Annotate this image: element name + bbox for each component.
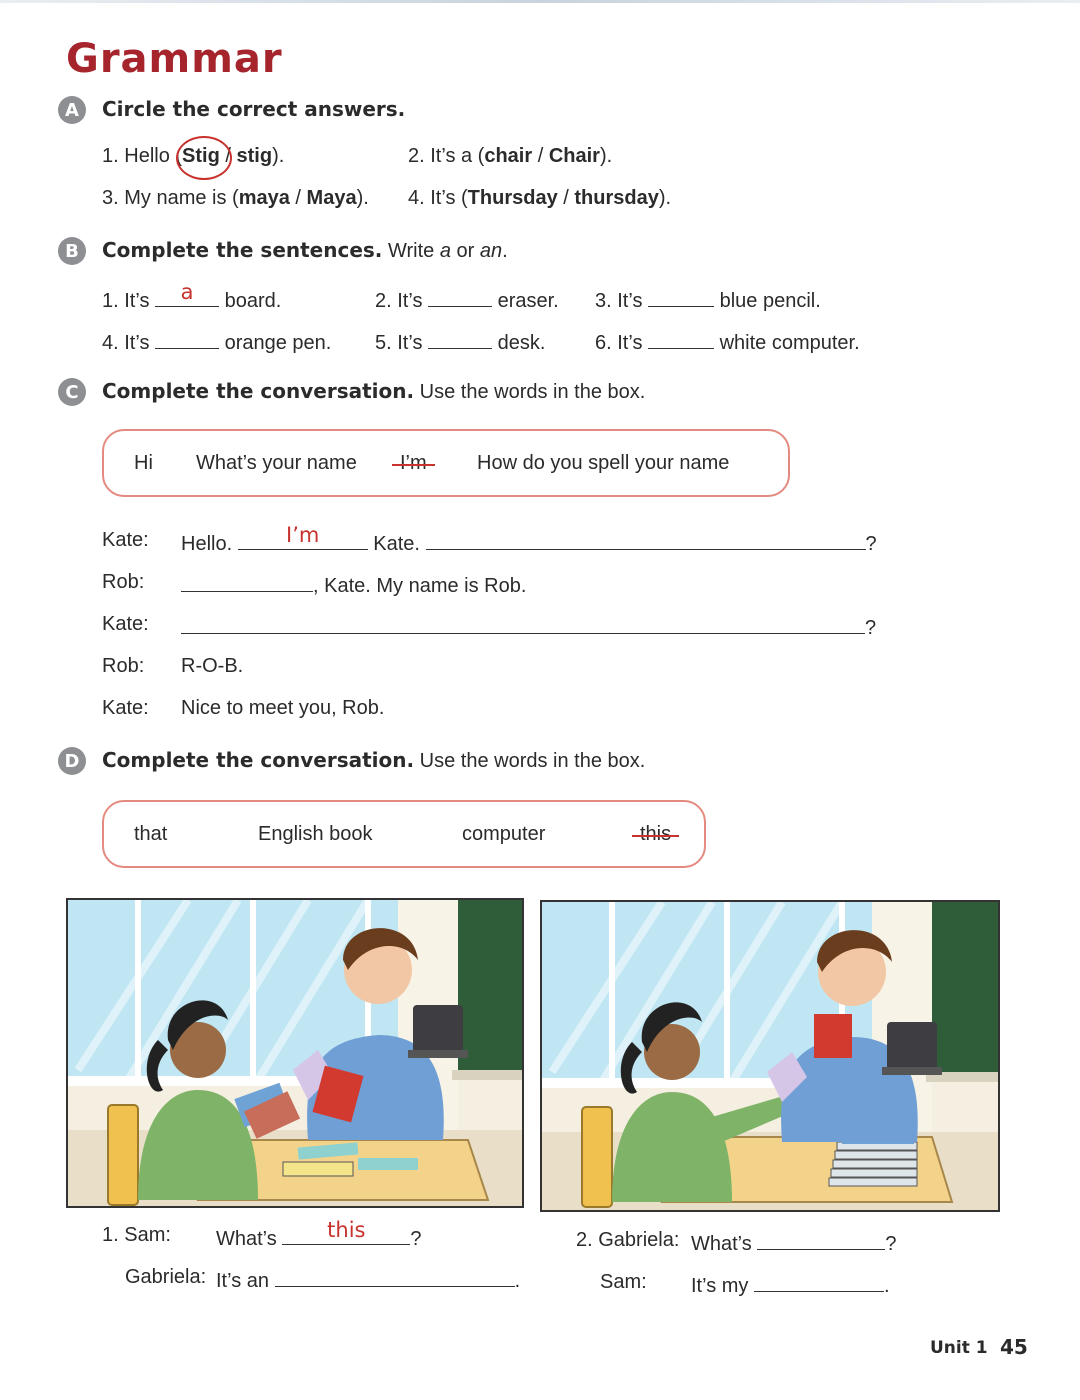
box-word-im-crossed: I’m	[400, 452, 427, 474]
speaker-label: Rob:	[102, 571, 145, 593]
d-q1-num-speaker: 1. Sam:	[102, 1224, 171, 1246]
speaker-label: Kate:	[102, 613, 149, 635]
box-word-hi: Hi	[134, 452, 153, 474]
answer-blank[interactable]	[181, 613, 865, 634]
top-rule	[0, 0, 1080, 3]
answer-blank[interactable]	[155, 328, 219, 349]
answer-blank[interactable]: I’m	[238, 529, 368, 550]
answer-circle	[176, 136, 232, 180]
section-a-item-1: 1. Hello (Stig / stig).	[102, 145, 285, 167]
section-b-item-6: 6. It’s white computer.	[595, 328, 860, 355]
section-b-item-4: 4. It’s orange pen.	[102, 328, 331, 355]
answer-blank[interactable]	[428, 328, 492, 349]
section-b-item-2: 2. It’s eraser.	[375, 286, 559, 313]
d-q1-speaker-2: Gabriela:	[125, 1266, 207, 1288]
word-box-c	[102, 429, 790, 497]
section-b-item-5: 5. It’s desk.	[375, 328, 545, 355]
d-q2-line-1: What’s ?	[691, 1229, 896, 1256]
box-word-computer: computer	[462, 823, 546, 845]
section-a-item-2: 2. It’s a (chair / Chair).	[408, 145, 613, 167]
dialogue-line-1: Hello. I’m Kate. ?	[181, 523, 877, 555]
d-q2-num-speaker: 2. Gabriela:	[576, 1229, 680, 1251]
section-a-badge: A	[58, 96, 86, 124]
section-d-badge: D	[58, 747, 86, 775]
speaker-label: Rob:	[102, 655, 145, 677]
option-chair-upper[interactable]: Chair	[548, 145, 600, 167]
option-thursday-upper[interactable]: Thursday	[467, 187, 558, 209]
d-q1-line-2: It’s an .	[216, 1266, 520, 1293]
section-c-instruction: Complete the conversation. Use the words in the box.	[102, 379, 646, 403]
box-word-how-do-you-spell: How do you spell your name	[477, 452, 730, 474]
answer-blank[interactable]	[426, 529, 866, 550]
answer-blank[interactable]	[648, 286, 714, 307]
speaker-label: Kate:	[102, 697, 149, 719]
dialogue-line-5: Nice to meet you, Rob.	[181, 697, 385, 719]
option-maya-lower[interactable]: maya	[238, 187, 290, 209]
page-title: Grammar	[66, 36, 283, 82]
section-b-item-3: 3. It’s blue pencil.	[595, 286, 821, 313]
answer-blank[interactable]	[275, 1266, 515, 1287]
section-b-item-1: 1. It’s a board.	[102, 280, 282, 312]
section-c-badge: C	[58, 378, 86, 406]
classroom-illustration-2	[540, 900, 1000, 1212]
answer-blank[interactable]	[181, 571, 313, 592]
answer-blank[interactable]	[754, 1271, 884, 1292]
d-q2-speaker-2: Sam:	[600, 1271, 647, 1293]
d-q1-line-1: What’s this ?	[216, 1218, 422, 1250]
section-a-item-3: 3. My name is (maya / Maya).	[102, 187, 369, 209]
section-a-instruction: Circle the correct answers.	[102, 97, 406, 121]
option-maya-upper[interactable]: Maya	[306, 187, 357, 209]
d-q2-line-2: It’s my .	[691, 1271, 890, 1298]
answer-blank[interactable]: this	[282, 1224, 410, 1245]
box-word-this-crossed: this	[640, 823, 672, 845]
option-chair-lower[interactable]: chair	[484, 145, 533, 167]
speaker-label: Kate:	[102, 529, 149, 551]
answer-blank[interactable]: a	[155, 286, 219, 307]
dialogue-line-2: , Kate. My name is Rob.	[181, 571, 526, 598]
answer-blank[interactable]	[428, 286, 492, 307]
unit-label: Unit 1	[930, 1338, 988, 1358]
word-box-d	[102, 800, 706, 868]
section-b-instruction: Complete the sentences. Write a or an.	[102, 238, 508, 262]
section-d-instruction: Complete the conversation. Use the words in the box.	[102, 748, 646, 772]
classroom-illustration-1	[66, 898, 524, 1208]
page-number: 45	[1000, 1335, 1028, 1359]
box-word-english-book: English book	[258, 823, 373, 845]
dialogue-line-3: ?	[181, 613, 876, 640]
option-stig-lower[interactable]: stig	[236, 145, 273, 167]
answer-blank[interactable]	[648, 328, 714, 349]
answer-blank[interactable]	[757, 1229, 885, 1250]
option-thursday-lower[interactable]: thursday	[574, 187, 659, 209]
section-b-badge: B	[58, 237, 86, 265]
section-a-item-4: 4. It’s (Thursday / thursday).	[408, 187, 672, 209]
option-stig-upper[interactable]: Stig	[182, 145, 220, 167]
dialogue-line-4: R-O-B.	[181, 655, 244, 677]
box-word-that: that	[134, 823, 168, 845]
box-word-whats-your-name: What’s your name	[196, 452, 357, 474]
